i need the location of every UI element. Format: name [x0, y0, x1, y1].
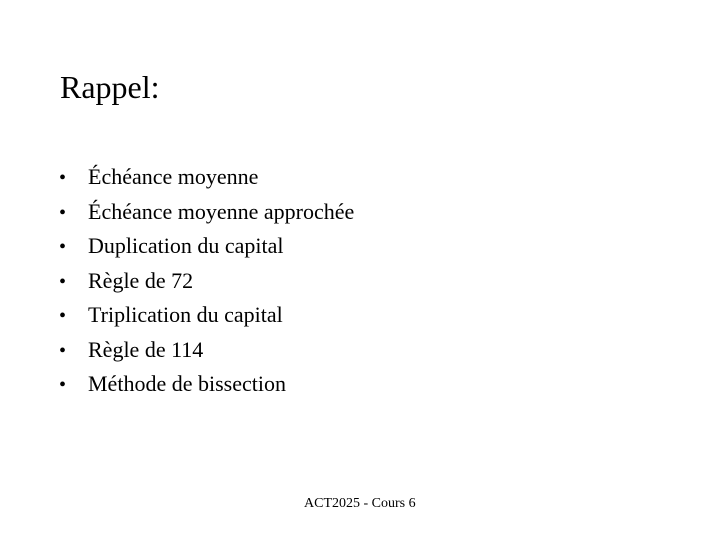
bullet-icon: • [59, 236, 67, 258]
bullet-list [59, 160, 354, 402]
bullet-icon: • [59, 374, 67, 396]
slide-title: Rappel: [60, 69, 160, 105]
slide-footer: ACT2025 - Cours 6 [304, 496, 416, 511]
bullet-item-regle-114 [59, 333, 354, 368]
bullet-icon: • [59, 305, 67, 327]
bullet-item-echeance-moyenne-approchee [59, 195, 354, 230]
bullet-icon: • [59, 270, 67, 293]
bullet-item-methode-bissection [59, 367, 354, 402]
bullet-icon: • [59, 339, 67, 362]
bullet-text: Échéance moyenne approchée [88, 198, 355, 224]
bullet-item-triplication-capital [59, 298, 354, 333]
bullet-text: Règle de 114 [88, 336, 204, 362]
bullet-item-duplication-capital [59, 229, 354, 264]
bullet-text: Triplication du capital [88, 302, 283, 327]
bullet-item-echeance-moyenne [59, 160, 354, 195]
bullet-text: Échéance moyenne [88, 164, 259, 189]
bullet-text: Méthode de bissection [88, 371, 286, 396]
bullet-icon: • [59, 167, 67, 189]
bullet-item-regle-72 [59, 264, 354, 299]
bullet-text: Règle de 72 [88, 267, 194, 293]
bullet-text: Duplication du capital [88, 233, 284, 258]
bullet-icon: • [59, 201, 67, 224]
